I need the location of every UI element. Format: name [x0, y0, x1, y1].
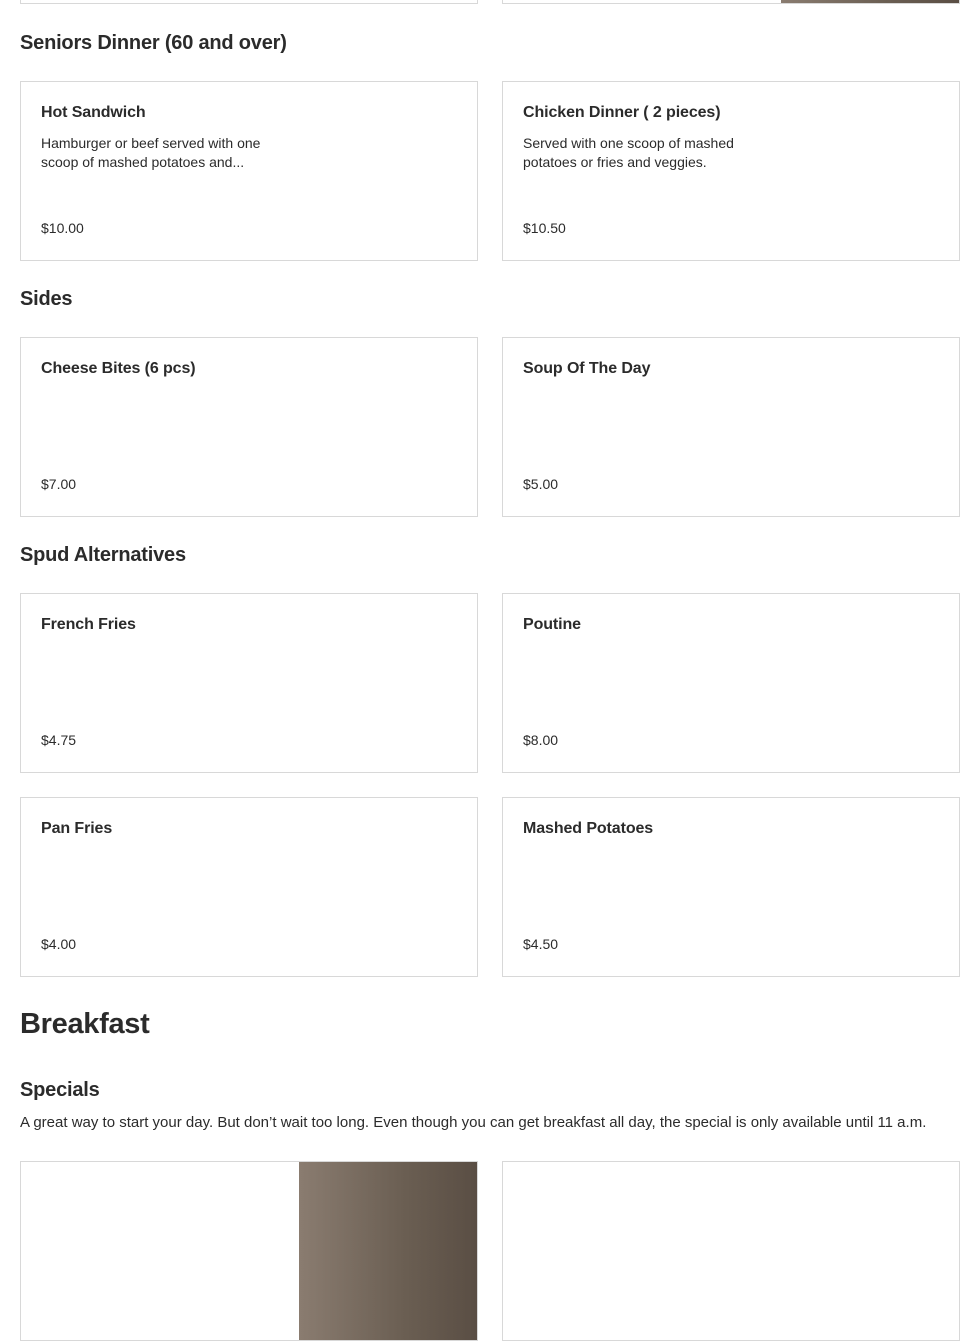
- section-description: A great way to start your day. But don’t wait too long. Even though you can get breakfast all day, the special is only available until 11 a.m.: [20, 1114, 927, 1131]
- menu-item-price: $4.75: [41, 732, 77, 748]
- menu-item-name: Pan Fries: [41, 820, 113, 837]
- menu-item-image: [299, 1162, 477, 1341]
- menu-item-name: Soup Of The Day: [523, 360, 651, 377]
- menu-item-price: $4.50: [523, 936, 559, 952]
- menu-item-card[interactable]: [502, 1161, 960, 1341]
- menu-item-name: Mashed Potatoes: [523, 820, 654, 837]
- section-title-spud-alternatives: Spud Alternatives: [20, 544, 186, 566]
- menu-item-price: $8.00: [523, 732, 559, 748]
- category-title-breakfast: Breakfast: [20, 1008, 150, 1040]
- section-title-specials: Specials: [20, 1079, 100, 1101]
- menu-item-card[interactable]: [502, 797, 960, 977]
- menu-item-card[interactable]: [20, 1161, 478, 1341]
- section-title-seniors: Seniors Dinner (60 and over): [20, 32, 287, 54]
- menu-item-card[interactable]: [502, 81, 960, 261]
- menu-item-card[interactable]: [502, 593, 960, 773]
- menu-item-price: $10.50: [523, 220, 566, 236]
- menu-item-name: Poutine: [523, 616, 581, 633]
- menu-item-card[interactable]: [502, 337, 960, 517]
- menu-item-card[interactable]: [20, 81, 478, 261]
- menu-item-card[interactable]: [20, 593, 478, 773]
- menu-item-image: [781, 0, 959, 4]
- menu-item-name: Cheese Bites (6 pcs): [41, 360, 196, 377]
- menu-item-card[interactable]: [502, 0, 960, 4]
- menu-item-card[interactable]: [20, 797, 478, 977]
- menu-item-description: Hamburger or beef served with one scoop of mashed potatoes and...: [41, 135, 261, 170]
- menu-item-price: $10.00: [41, 220, 84, 236]
- menu-item-card[interactable]: [20, 337, 478, 517]
- menu-item-name: Chicken Dinner ( 2 pieces): [523, 104, 721, 121]
- menu-item-description: Served with one scoop of mashed potatoes or fries and veggies.: [523, 135, 734, 170]
- section-title-sides: Sides: [20, 288, 73, 310]
- menu-item-name: French Fries: [41, 616, 136, 633]
- menu-item-card[interactable]: [20, 0, 478, 4]
- menu-item-price: $7.00: [41, 476, 77, 492]
- menu-item-price: $4.00: [41, 936, 77, 952]
- menu-item-price: $5.00: [523, 476, 559, 492]
- menu-item-name: Hot Sandwich: [41, 104, 146, 121]
